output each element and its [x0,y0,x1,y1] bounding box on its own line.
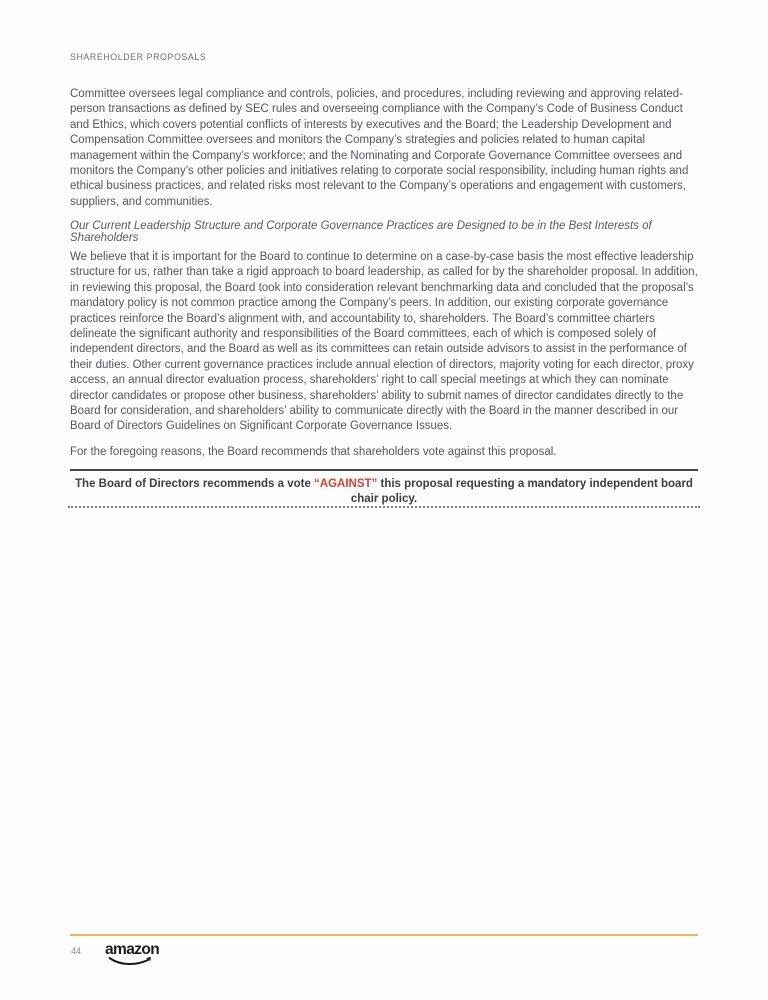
recommendation-against-highlight: “AGAINST” [314,478,378,490]
amazon-logo-text: amazon [105,941,160,958]
dotted-separator-rule [68,506,700,508]
recommendation-text-after: this proposal requesting a mandatory independent board chair policy. [350,478,693,505]
paragraph-committee-oversight: Committee oversees legal compliance and controls, policies, and procedures, including reviewing and approving related-person transactions as defined by SEC rules and overseeing compliance with the Company’s Code of Business Conduct and Ethics, which covers potential conflicts of interests by executives and the Board; the Leadership Development and Compensation Committee oversees and monitors the Company’s strategies and policies related to human capital management within the Company’s workforce; and the Nominating and Corporate Governance Committee oversees and monitors the Company’s other policies and initiatives relating to corporate social responsibility, including human rights and ethical business practices, and related risks most relevant to the Company’s operations and engagement with customers, suppliers, and communities. [70,88,689,208]
recommendation-text-before: The Board of Directors recommends a vote [75,478,315,490]
paragraph-foregoing-reasons: For the foregoing reasons, the Board recommends that shareholders vote against this proposal. [70,446,557,458]
board-recommendation-statement [70,477,698,506]
amazon-logo [105,942,165,970]
section-header-label: SHAREHOLDER PROPOSALS [70,52,207,62]
footer-orange-rule [70,934,698,936]
page-number: 44 [71,946,82,956]
amazon-smile-icon [108,956,154,968]
paragraph-board-position: We believe that it is important for the Board to continue to determine on a case-by-case basis the most effective leadership structure for us, rather than take a rigid approach to board leadership, as called for by the shareholder proposal. In addition, in reviewing this proposal, the Board took into consideration relevant benchmarking data and concluded that the proposal’s mandatory policy is not common practice among the Company’s peers. In addition, our existing corporate governance practices reinforce the Board’s alignment with, and accountability to, shareholders. The Board’s committee charters delineate the significant authority and responsibilities of the Board committees, each of which is composed solely of independent directors, and the Board as well as its committees can retain outside advisors to assist in the performance of their duties. Other current governance practices include annual election of directors, majority voting for each director, proxy access, an annual director evaluation process, shareholders’ right to call special meetings at which they can nominate director candidates or propose other business, shareholders’ ability to submit names of director candidates directly to the Board for consideration, and shareholders’ ability to communicate directly with the Board in the manner described in our Board of Directors Guidelines on Significant Corporate Governance Issues. [70,251,698,433]
subsection-heading-italic: Our Current Leadership Structure and Corporate Governance Practices are Designed to be in the Best Interests of Shareholders [70,220,652,244]
recommendation-top-rule [70,469,698,471]
